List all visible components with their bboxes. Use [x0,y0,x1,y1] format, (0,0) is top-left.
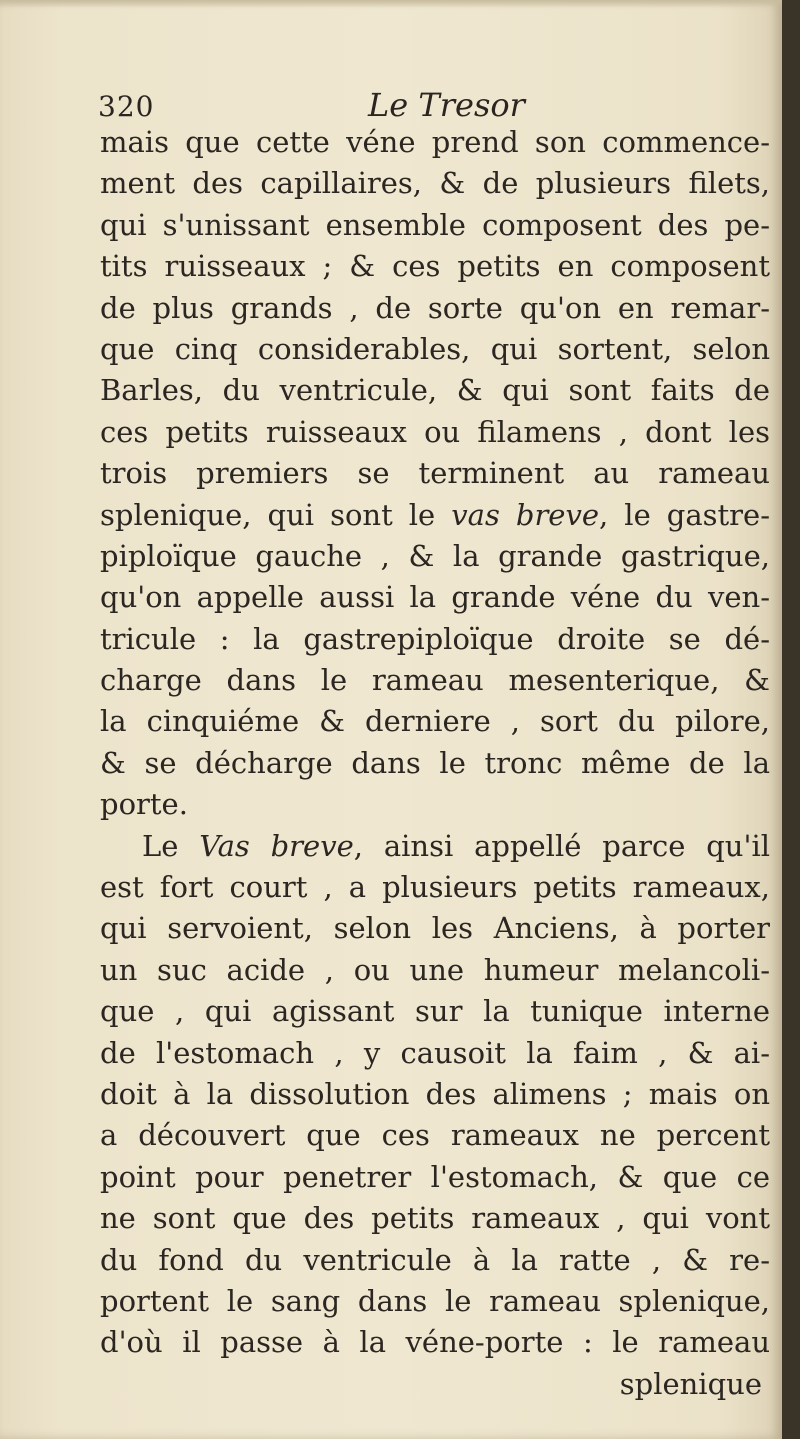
text-segment: piploïque gauche , & la grande gastrique, [100,538,770,573]
text-segment: ment des capillaires, & de plusieurs filets, [100,166,770,201]
catchword [100,1364,770,1405]
text-line [100,122,770,163]
text-segment: de plus grands , de sorte qu'on en remar- [100,290,770,325]
page-header [98,82,678,122]
text-line [100,453,770,494]
text-segment: ne sont que des petits rameaux , qui vont [100,1201,770,1236]
text-line [100,908,770,949]
text-segment: splenique, qui sont le [100,497,452,532]
text-line [100,1115,770,1156]
text-line [100,329,770,370]
text-line [100,950,770,991]
text-segment: porte. [100,787,188,822]
text-line [100,991,770,1032]
text-line [100,701,770,742]
text-segment: tits ruisseaux ; & ces petits en composent [100,249,770,284]
text-line [100,288,770,329]
text-segment: charge dans le rameau mesenterique, & [100,663,770,698]
text-segment: du fond du ventricule à la ratte , & re- [100,1242,770,1277]
text-segment: qui servoient, selon les Anciens, à porter [100,911,770,946]
text-line [100,1281,770,1322]
text-line [100,1157,770,1198]
text-line [100,619,770,660]
text-line [100,205,770,246]
text-segment: que , qui agissant sur la tunique interne [100,994,770,1029]
text-line [100,163,770,204]
text-segment: Le [142,828,200,863]
text-segment: & se décharge dans le tronc même de la [100,745,770,780]
text-segment: , le gastre- [599,497,770,532]
text-line [100,867,770,908]
text-segment: ces petits ruisseaux ou filamens , dont les [100,414,770,449]
text-line [100,1033,770,1074]
text-line [100,246,770,287]
text-line [100,577,770,618]
text-segment: un suc acide , ou une humeur melancoli- [100,952,770,987]
running-title: Le Tresor [368,86,525,124]
text-segment: a découvert que ces rameaux ne percent [100,1118,770,1153]
text-line [100,536,770,577]
text-segment: mais que cette véne prend son commence- [100,125,770,159]
text-segment: qu'on appelle aussi la grande véne du ven- [100,580,770,615]
text-line [100,826,770,867]
text-line [100,1322,770,1363]
italic-term: vas breve [451,497,600,532]
text-line [100,1240,770,1281]
text-segment: de l'estomach , y causoit la faim , & ai- [100,1035,770,1070]
text-line [100,495,770,536]
text-line [100,784,770,825]
text-segment: doit à la dissolution des alimens ; mais on [100,1076,770,1111]
text-segment: point pour penetrer l'estomach, & que ce [100,1159,770,1194]
body-text [100,122,770,1405]
text-segment: portent le sang dans le rameau splenique, [100,1283,770,1318]
text-segment: , ainsi appellé parce qu'il [353,828,770,863]
page-top-edge [0,0,782,8]
text-segment: la cinquiéme & derniere , sort du pilore, [100,704,770,739]
text-line [100,660,770,701]
text-line [100,743,770,784]
text-line [100,1074,770,1115]
page-number: 320 [98,90,155,123]
text-segment: trois premiers se terminent au rameau [100,456,770,491]
text-segment: Barles, du ventricule, & qui sont faits de [100,373,770,408]
text-line [100,1198,770,1239]
text-segment: que cinq considerables, qui sortent, selon [100,331,770,366]
text-segment: qui s'unissant ensemble composent des pe- [100,207,770,242]
text-segment: splenique [619,1366,762,1401]
text-line [100,370,770,411]
text-segment: est fort court , a plusieurs petits rameaux, [100,870,770,905]
italic-term: Vas breve [199,828,354,863]
text-line [100,412,770,453]
text-segment: tricule : la gastrepiploïque droite se dé- [100,621,770,656]
text-segment: d'où il passe à la véne-porte : le rameau [100,1325,770,1360]
